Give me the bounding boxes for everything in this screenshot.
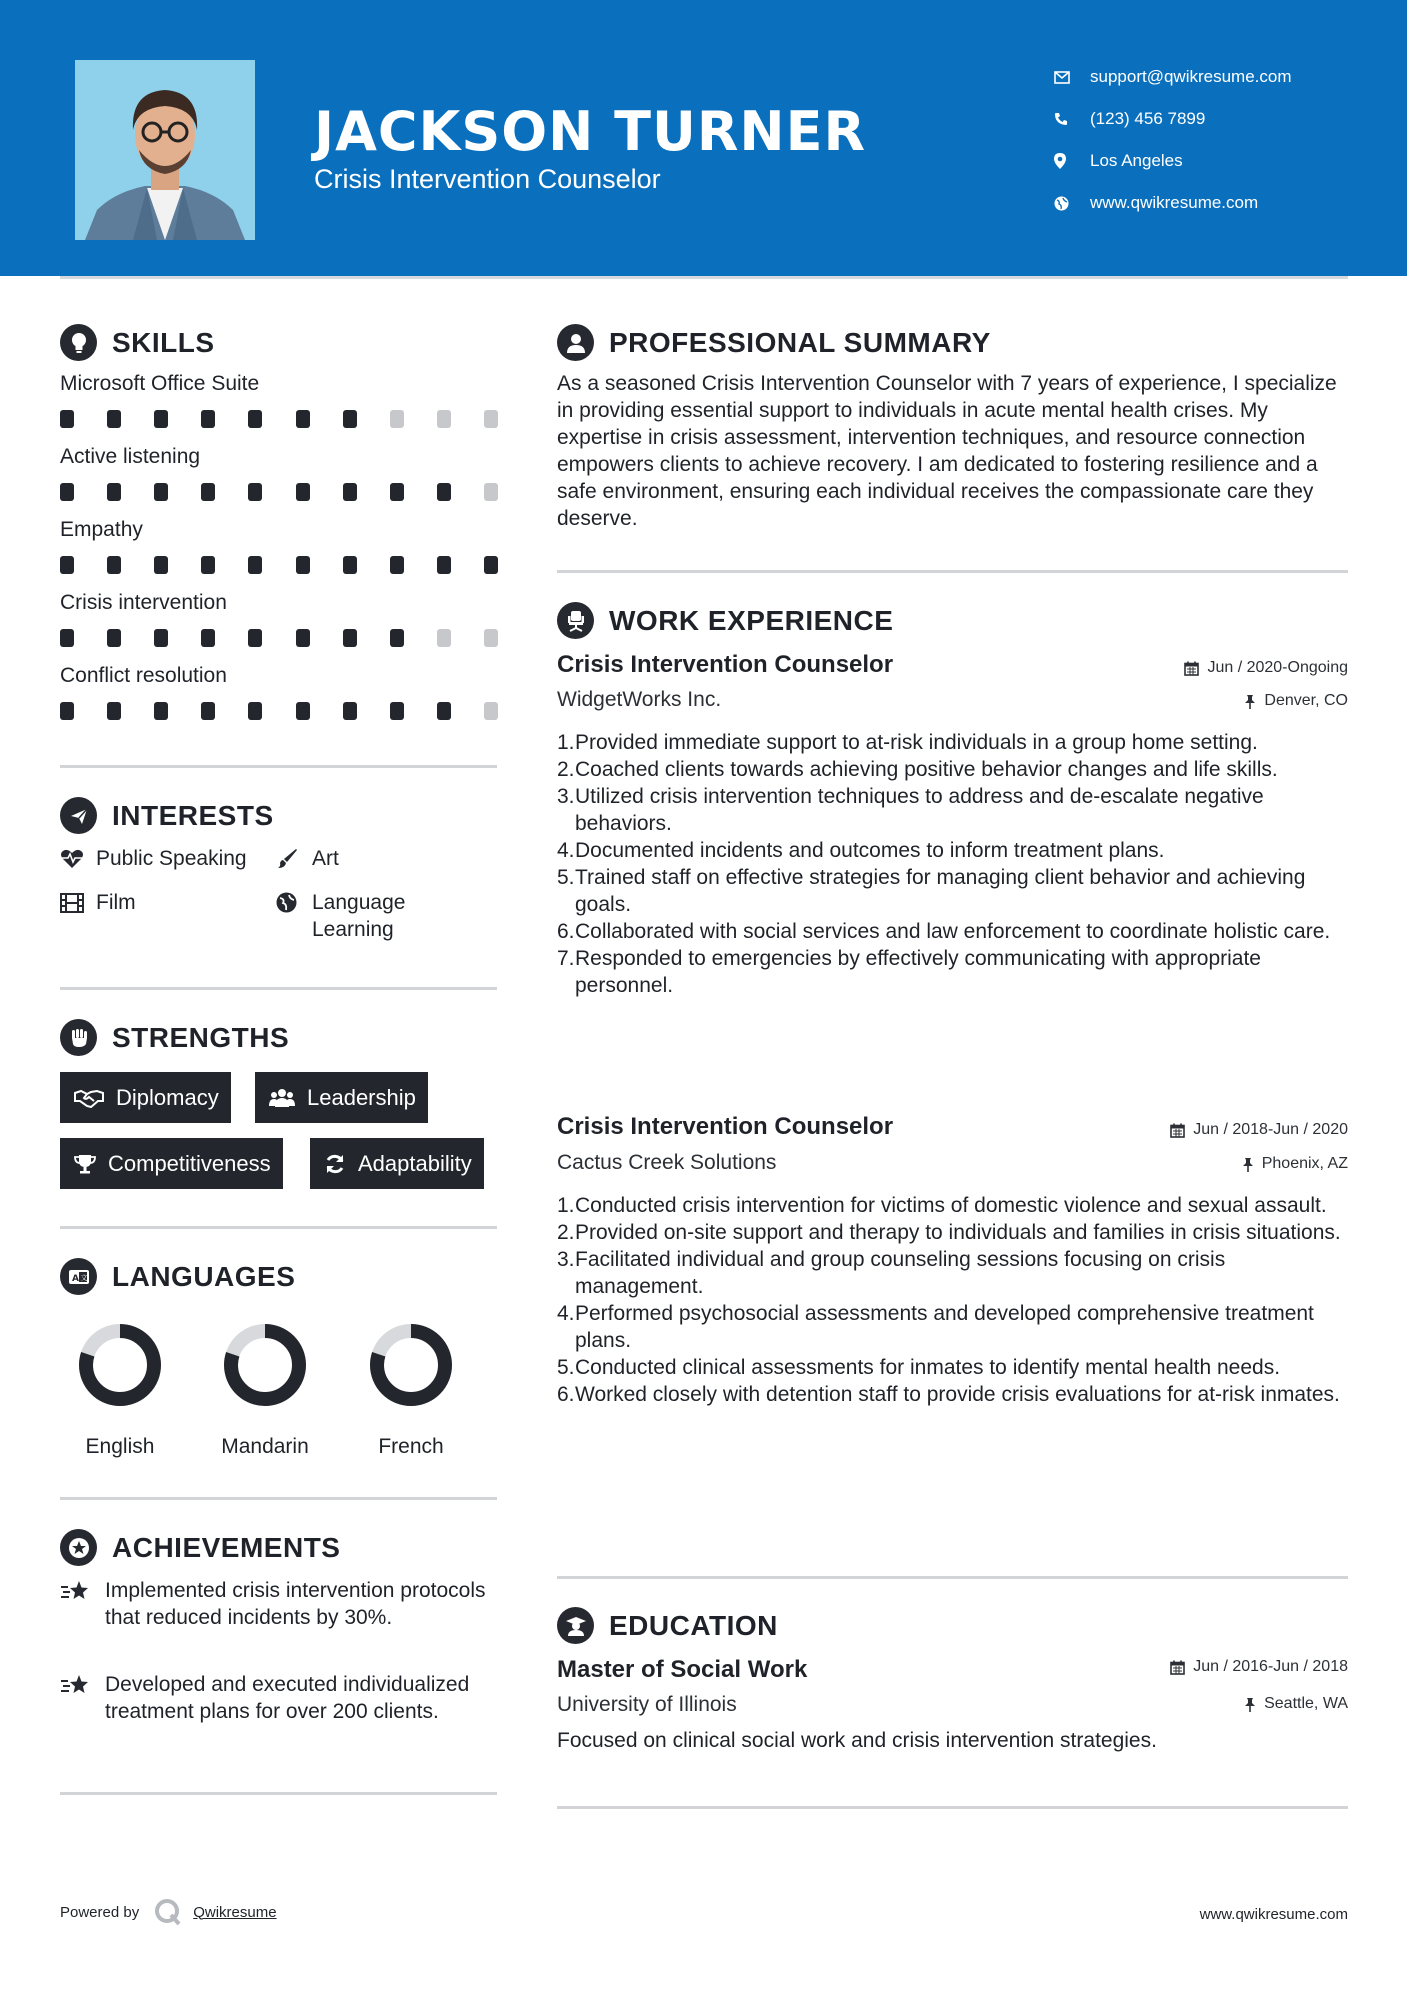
skill-rating <box>60 556 498 574</box>
rating-dot-filled <box>390 629 404 647</box>
rating-dot-filled <box>107 556 121 574</box>
language-item <box>195 1320 335 1459</box>
contact-location <box>1054 140 1292 182</box>
rating-dot-filled <box>201 483 215 501</box>
skill-name: Active listening <box>60 445 201 468</box>
rating-dot-filled <box>248 556 262 574</box>
rating-dot-filled <box>201 629 215 647</box>
language-proficiency-ring <box>366 1320 456 1410</box>
heartbeat-icon <box>60 845 96 872</box>
list-item: 4. Documented incidents and outcomes to inform treatment plans. <box>557 839 1165 862</box>
fist-icon <box>60 1019 97 1056</box>
job-location <box>1242 1155 1348 1173</box>
summary-heading: PROFESSIONAL SUMMARY <box>557 324 991 361</box>
achievement-text: Developed and executed individualized treatment plans for over 200 clients. <box>105 1673 470 1723</box>
rating-dot-filled <box>154 702 168 720</box>
education-heading: EDUCATION <box>557 1607 778 1644</box>
pushpin-icon <box>1244 1697 1256 1712</box>
rating-dot-filled <box>107 629 121 647</box>
rating-dot-filled <box>296 483 310 501</box>
svg-text:A: A <box>71 1273 79 1284</box>
skill-name: Empathy <box>60 518 143 541</box>
powered-by-text: Powered by <box>60 1903 140 1921</box>
globe-icon <box>276 889 312 916</box>
rating-dot-filled <box>154 556 168 574</box>
contact-phone-text: (123) 456 7899 <box>1090 109 1206 128</box>
rating-dot-empty <box>484 483 498 501</box>
qwikresume-link[interactable]: Qwikresume <box>193 1903 277 1921</box>
job-dates <box>1170 1121 1348 1139</box>
rating-dot-filled <box>248 702 262 720</box>
education-dates <box>1170 1658 1348 1676</box>
rating-dot-filled <box>437 702 451 720</box>
pushpin-icon <box>1244 694 1256 709</box>
section-divider <box>60 1497 497 1500</box>
strength-label: Diplomacy <box>116 1084 219 1110</box>
strength-label: Competitiveness <box>108 1150 271 1176</box>
summary-text: As a seasoned Crisis Intervention Counselor with 7 years of experience, I specialize in providing essential support to individuals in acute mental health crises. My expertise in crisis assessment, intervention techniques, and resource connection empowers clients to achieve recovery. I am dedicated to fostering resilience and a safe environment, ensuring each individual receives the compassionate care they deserve. <box>557 372 1337 530</box>
rating-dot-filled <box>201 410 215 428</box>
rating-dot-filled <box>201 702 215 720</box>
experience-heading: WORK EXPERIENCE <box>557 602 893 639</box>
job-responsibilities <box>557 729 1352 999</box>
rating-dot-filled <box>437 483 451 501</box>
contact-list <box>1054 56 1292 224</box>
list-item: 4. Performed psychosocial assessments and developed comprehensive treatment plans. <box>557 1302 1314 1352</box>
rating-dot-filled <box>437 556 451 574</box>
rating-dot-filled <box>296 410 310 428</box>
rating-dot-filled <box>248 410 262 428</box>
interest-label: Language Learning <box>312 891 406 941</box>
education-description: Focused on clinical social work and crisis intervention strategies. <box>557 1729 1157 1752</box>
rating-dot-filled <box>60 483 74 501</box>
school-name: University of Illinois <box>557 1693 737 1716</box>
section-divider <box>557 1576 1348 1579</box>
rating-dot-filled <box>343 410 357 428</box>
strength-tag <box>60 1138 283 1189</box>
skill-name: Crisis intervention <box>60 591 227 614</box>
section-divider <box>557 570 1348 573</box>
handshake-icon <box>74 1088 104 1108</box>
interest-label: Public Speaking <box>96 847 247 870</box>
interest-item <box>276 845 339 872</box>
job-responsibilities <box>557 1192 1352 1408</box>
list-item: 7. Responded to emergencies by effectively communicating with appropriate personnel. <box>557 947 1261 997</box>
interest-item <box>276 889 476 943</box>
list-item: 2. Coached clients towards achieving positive behavior changes and life skills. <box>557 758 1278 781</box>
skill-name: Microsoft Office Suite <box>60 372 260 395</box>
rating-dot-filled <box>390 483 404 501</box>
rating-dot-empty <box>484 629 498 647</box>
job-dates-text: Jun / 2018-Jun / 2020 <box>1193 1121 1348 1138</box>
svg-text:文: 文 <box>80 1273 87 1282</box>
map-marker-icon <box>1054 153 1090 169</box>
paper-plane-icon <box>60 797 97 834</box>
rating-dot-empty <box>484 410 498 428</box>
rating-dot-filled <box>60 702 74 720</box>
users-icon <box>269 1088 295 1108</box>
skill-item <box>60 372 500 428</box>
rating-dot-filled <box>201 556 215 574</box>
contact-phone[interactable] <box>1054 98 1292 140</box>
language-proficiency-ring <box>75 1320 165 1410</box>
candidate-title: Crisis Intervention Counselor <box>314 164 661 194</box>
resume-header <box>0 0 1407 276</box>
skill-item <box>60 445 500 501</box>
list-item: 1. Conducted crisis intervention for victims of domestic violence and sexual assault. <box>557 1194 1327 1217</box>
translate-icon <box>60 1258 97 1295</box>
rating-dot-filled <box>107 410 121 428</box>
skill-item <box>60 664 500 720</box>
contact-location-text: Los Angeles <box>1090 151 1183 170</box>
achievements-heading: ACHIEVEMENTS <box>60 1529 340 1566</box>
list-item: 1. Provided immediate support to at-risk individuals in a group home setting. <box>557 731 1258 754</box>
interests-heading: INTERESTS <box>60 797 274 834</box>
rating-dot-filled <box>60 629 74 647</box>
strength-tag <box>60 1072 231 1123</box>
interest-item <box>60 889 136 916</box>
rating-dot-filled <box>343 702 357 720</box>
list-item: 3. Utilized crisis intervention techniques to address and de-escalate negative behaviors. <box>557 785 1264 835</box>
skill-rating <box>60 483 498 501</box>
education-dates-text: Jun / 2016-Jun / 2018 <box>1193 1658 1348 1675</box>
company-name: Cactus Creek Solutions <box>557 1151 777 1174</box>
lightbulb-icon <box>60 324 97 361</box>
contact-email-text: support@qwikresume.com <box>1090 67 1292 86</box>
skill-item <box>60 591 500 647</box>
list-item: 6. Collaborated with social services and law enforcement to coordinate holistic care. <box>557 920 1331 943</box>
list-item: 5. Trained staff on effective strategies for managing client behavior and achieving goals. <box>557 866 1306 916</box>
company-name: WidgetWorks Inc. <box>557 688 722 711</box>
language-name: Mandarin <box>221 1435 309 1458</box>
section-divider <box>60 987 497 990</box>
language-item <box>50 1320 190 1459</box>
trophy-icon <box>74 1154 96 1174</box>
candidate-name: JACKSON TURNER <box>314 100 867 163</box>
rating-dot-filled <box>296 702 310 720</box>
user-icon <box>557 324 594 361</box>
rating-dot-filled <box>390 702 404 720</box>
job-title: Crisis Intervention Counselor <box>557 651 894 678</box>
strength-label: Leadership <box>307 1084 416 1110</box>
envelope-icon <box>1054 71 1090 84</box>
strength-tag <box>310 1138 484 1189</box>
contact-email[interactable] <box>1054 56 1292 98</box>
rating-dot-filled <box>484 556 498 574</box>
refresh-icon <box>324 1153 346 1175</box>
rating-dot-filled <box>296 556 310 574</box>
skills-heading: SKILLS <box>60 324 215 361</box>
job-title: Crisis Intervention Counselor <box>557 1113 894 1140</box>
pushpin-icon <box>1242 1157 1254 1172</box>
rating-dot-filled <box>107 483 121 501</box>
job-location-text: Phoenix, AZ <box>1261 1155 1348 1172</box>
strength-label: Adaptability <box>358 1150 472 1176</box>
achievement-text: Implemented crisis intervention protocols that reduced incidents by 30%. <box>105 1579 486 1629</box>
rating-dot-filled <box>154 629 168 647</box>
strength-tag <box>255 1072 428 1123</box>
office-chair-icon <box>557 602 594 639</box>
strengths-heading: STRENGTHS <box>60 1019 289 1056</box>
film-icon <box>60 889 96 916</box>
language-name: French <box>378 1435 444 1458</box>
rating-dot-filled <box>248 483 262 501</box>
shooting-star-icon <box>60 1577 105 1631</box>
language-name: English <box>85 1435 155 1458</box>
rating-dot-empty <box>437 629 451 647</box>
phone-icon <box>1054 112 1090 126</box>
language-item <box>341 1320 481 1459</box>
rating-dot-empty <box>437 410 451 428</box>
star-badge-icon <box>60 1529 97 1566</box>
skill-name: Conflict resolution <box>60 664 227 687</box>
skill-rating <box>60 629 498 647</box>
interest-label: Art <box>312 847 339 870</box>
job-location-text: Denver, CO <box>1264 692 1348 709</box>
calendar-icon <box>1184 661 1199 676</box>
rating-dot-filled <box>390 556 404 574</box>
skill-rating <box>60 410 498 428</box>
header-divider <box>60 276 1348 279</box>
rating-dot-filled <box>154 410 168 428</box>
contact-website[interactable] <box>1054 182 1292 224</box>
job-dates-text: Jun / 2020-Ongoing <box>1207 659 1348 676</box>
rating-dot-filled <box>154 483 168 501</box>
job-dates <box>1184 659 1348 677</box>
interest-item <box>60 845 247 872</box>
graduate-icon <box>557 1607 594 1644</box>
rating-dot-empty <box>390 410 404 428</box>
rating-dot-filled <box>60 556 74 574</box>
rating-dot-filled <box>296 629 310 647</box>
rating-dot-filled <box>248 629 262 647</box>
paintbrush-icon <box>276 845 312 872</box>
rating-dot-filled <box>343 483 357 501</box>
calendar-icon <box>1170 1123 1185 1138</box>
job-location <box>1244 692 1348 710</box>
languages-heading: A 文 LANGUAGES <box>60 1258 295 1295</box>
calendar-icon <box>1170 1660 1185 1675</box>
list-item: 2. Provided on-site support and therapy to individuals and families in crisis situations. <box>557 1221 1341 1244</box>
education-location-text: Seattle, WA <box>1264 1695 1348 1712</box>
interest-label: Film <box>96 891 136 914</box>
list-item: 6. Worked closely with detention staff to provide crisis evaluations for at-risk inmates. <box>557 1383 1340 1406</box>
skill-rating <box>60 702 498 720</box>
footer-branding <box>60 1897 277 1927</box>
education-location <box>1244 1695 1348 1713</box>
language-proficiency-ring <box>220 1320 310 1410</box>
rating-dot-filled <box>343 556 357 574</box>
skill-item <box>60 518 500 574</box>
rating-dot-empty <box>484 702 498 720</box>
section-divider <box>557 1806 1348 1809</box>
rating-dot-filled <box>107 702 121 720</box>
section-divider <box>60 765 497 768</box>
degree-title: Master of Social Work <box>557 1656 808 1683</box>
qwikresume-logo-icon <box>153 1897 183 1927</box>
rating-dot-filled <box>343 629 357 647</box>
achievement-item <box>60 1577 500 1631</box>
list-item: 5. Conducted clinical assessments for inmates to identify mental health needs. <box>557 1356 1281 1379</box>
footer-website[interactable]: www.qwikresume.com <box>1199 1906 1348 1923</box>
section-divider <box>60 1226 497 1229</box>
shooting-star-icon <box>60 1671 105 1725</box>
profile-photo <box>75 60 255 240</box>
globe-icon <box>1054 196 1090 211</box>
rating-dot-filled <box>60 410 74 428</box>
achievement-item <box>60 1671 500 1725</box>
contact-website-text: www.qwikresume.com <box>1090 193 1259 212</box>
section-divider <box>60 1792 497 1795</box>
list-item: 3. Facilitated individual and group counseling sessions focusing on crisis management. <box>557 1248 1226 1298</box>
